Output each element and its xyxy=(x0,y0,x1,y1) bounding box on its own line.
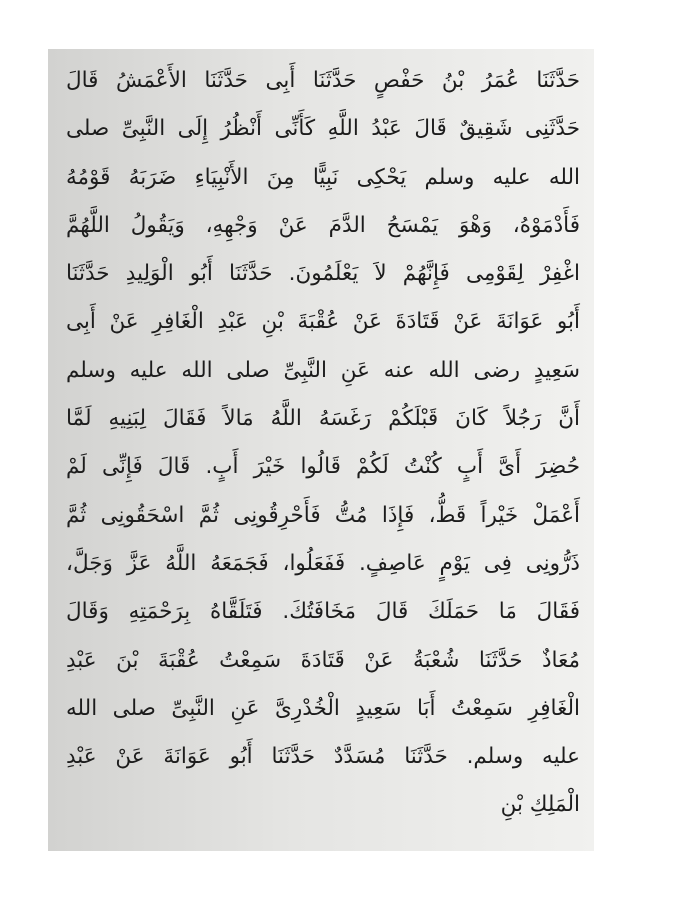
text-body xyxy=(66,57,580,830)
text-line: أَبُو عَوَانَةَ عَنْ قَتَادَةَ عَنْ عُقْبَةَ بْنِ عَبْدِ الْغَافِرِ عَنْ أَبِى xyxy=(66,309,580,335)
text-line: الْغَافِرِ سَمِعْتُ أَبَا سَعِيدٍ الْخُدْرِىَّ عَنِ النَّبِىِّ صلى الله xyxy=(66,695,580,721)
text-line: اغْفِرْ لِقَوْمِى فَإِنَّهُمْ لاَ يَعْلَمُونَ. حَدَّثَنَا أَبُو الْوَلِيدِ حَدَّثَنَا xyxy=(66,261,580,287)
text-line: عليه وسلم. حَدَّثَنَا مُسَدَّدٌ حَدَّثَنَا أَبُو عَوَانَةَ عَنْ عَبْدِ xyxy=(66,744,580,770)
text-line: حُضِرَ أَىَّ أَبٍ كُنْتُ لَكُمْ قَالُوا خَيْرَ أَبٍ. قَالَ فَإِنِّى لَمْ xyxy=(66,454,580,480)
text-line: الله عليه وسلم يَحْكِى نَبِيًّا مِنَ الأَنْبِيَاءِ ضَرَبَهُ قَوْمُهُ xyxy=(66,164,580,190)
text-line: مُعَاذٌ حَدَّثَنَا شُعْبَةُ عَنْ قَتَادَةَ سَمِعْتُ عُقْبَةَ بْنَ عَبْدِ xyxy=(66,647,580,673)
text-line: أَعْمَلْ خَيْراً قَطُّ، فَإِذَا مُتُّ فَأَحْرِقُونِى ثُمَّ اسْحَقُونِى ثُمَّ xyxy=(66,502,580,528)
text-line: حَدَّثَنَا عُمَرُ بْنُ حَفْصٍ حَدَّثَنَا أَبِى حَدَّثَنَا الأَعْمَشُ قَالَ xyxy=(66,68,580,93)
text-line: أَنَّ رَجُلاً كَانَ قَبْلَكُمْ رَغَسَهُ اللَّهُ مَالاً فَقَالَ لِبَنِيهِ لَمَّا xyxy=(66,406,580,432)
text-line: حَدَّثَنِى شَقِيقٌ قَالَ عَبْدُ اللَّهِ كَأَنِّى أَنْظُرُ إِلَى النَّبِىِّ صلى xyxy=(66,116,580,142)
text-line: فَقَالَ مَا حَمَلَكَ قَالَ مَخَافَتُكَ. فَتَلَقَّاهُ بِرَحْمَتِهِ وَقَالَ xyxy=(66,599,580,625)
text-line: ذَرُّونِى فِى يَوْمٍ عَاصِفٍ. فَفَعَلُوا، فَجَمَعَهُ اللَّهُ عَزَّ وَجَلَّ، xyxy=(66,550,580,576)
document-page xyxy=(48,49,594,851)
text-line: الْمَلِكِ بْنِ xyxy=(500,792,580,818)
text-line: سَعِيدٍ رضى الله عنه عَنِ النَّبِىِّ صلى الله عليه وسلم xyxy=(66,357,580,383)
text-line: فَأَدْمَوْهُ، وَهْوَ يَمْسَحُ الدَّمَ عَنْ وَجْهِهِ، وَيَقُولُ اللَّهُمَّ xyxy=(66,212,580,238)
